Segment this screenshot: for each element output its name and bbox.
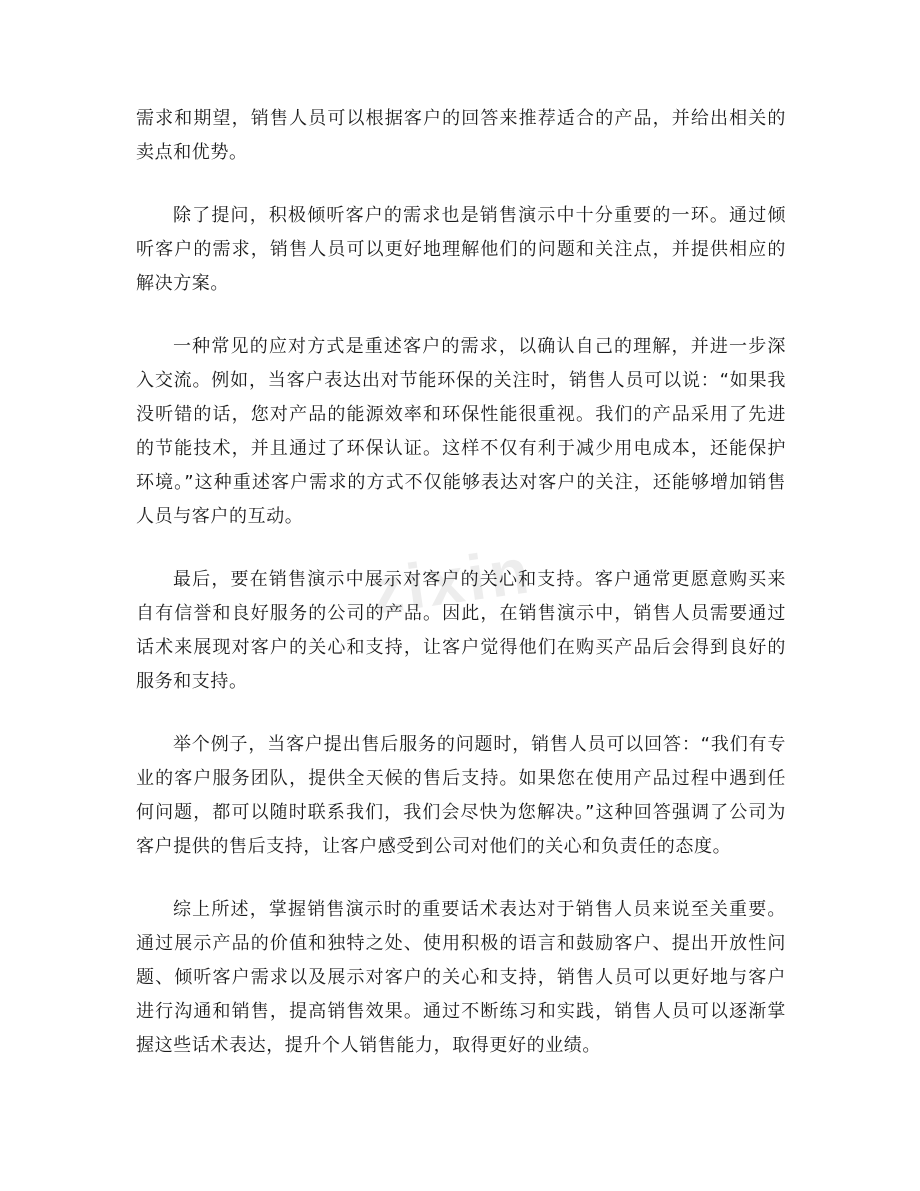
document-body <box>136 102 786 1092</box>
paragraph: 除了提问，积极倾听客户的需求也是销售演示中十分重要的一环。通过倾听客户的需求，销售人员可以更好地理解他们的问题和关注点，并提供相应的解决方案。 <box>136 205 786 294</box>
paragraph: 综上所述，掌握销售演示时的重要话术表达对于销售人员来说至关重要。通过展示产品的价值和独特之处、使用积极的语言和鼓励客户、提出开放性问题、倾听客户需求以及展示对客户的关心和支持，销售人员可以更好地与客户进行沟通和销售，提高销售效果。通过不断练习和实践，销售人员可以逐渐掌握这些话术表达，提升个人销售能力，取得更好的业绩。 <box>136 899 786 1056</box>
paragraph: 一种常见的应对方式是重述客户的需求，以确认自己的理解，并进一步深入交流。例如，当客户表达出对节能环保的关注时，销售人员可以说：“如果我没听错的话，您对产品的能源效率和环保性能很重视。我们的产品采用了先进的节能技术，并且通过了环保认证。这样不仅有利于减少用电成本，还能保护环境。”这种重述客户需求的方式不仅能够表达对客户的关注，还能够增加销售人员与客户的互动。 <box>136 336 786 527</box>
watermark: zixin <box>366 534 537 628</box>
paragraph: 最后，要在销售演示中展示对客户的关心和支持。客户通常更愿意购买来自有信誉和良好服务的公司的产品。因此，在销售演示中，销售人员需要通过话术来展现对客户的关心和支持，让客户觉得他们在购买产品后会得到良好的服务和支持。 <box>136 569 786 692</box>
paragraph: 举个例子，当客户提出售后服务的问题时，销售人员可以回答：“我们有专业的客户服务团队，提供全天候的售后支持。如果您在使用产品过程中遇到任何问题，都可以随时联系我们，我们会尽快为您解决。”这种回答强调了公司为客户提供的售后支持，让客户感受到公司对他们的关心和负责任的态度。 <box>136 734 786 857</box>
paragraph: 需求和期望，销售人员可以根据客户的回答来推荐适合的产品，并给出相关的卖点和优势。 <box>136 108 786 163</box>
